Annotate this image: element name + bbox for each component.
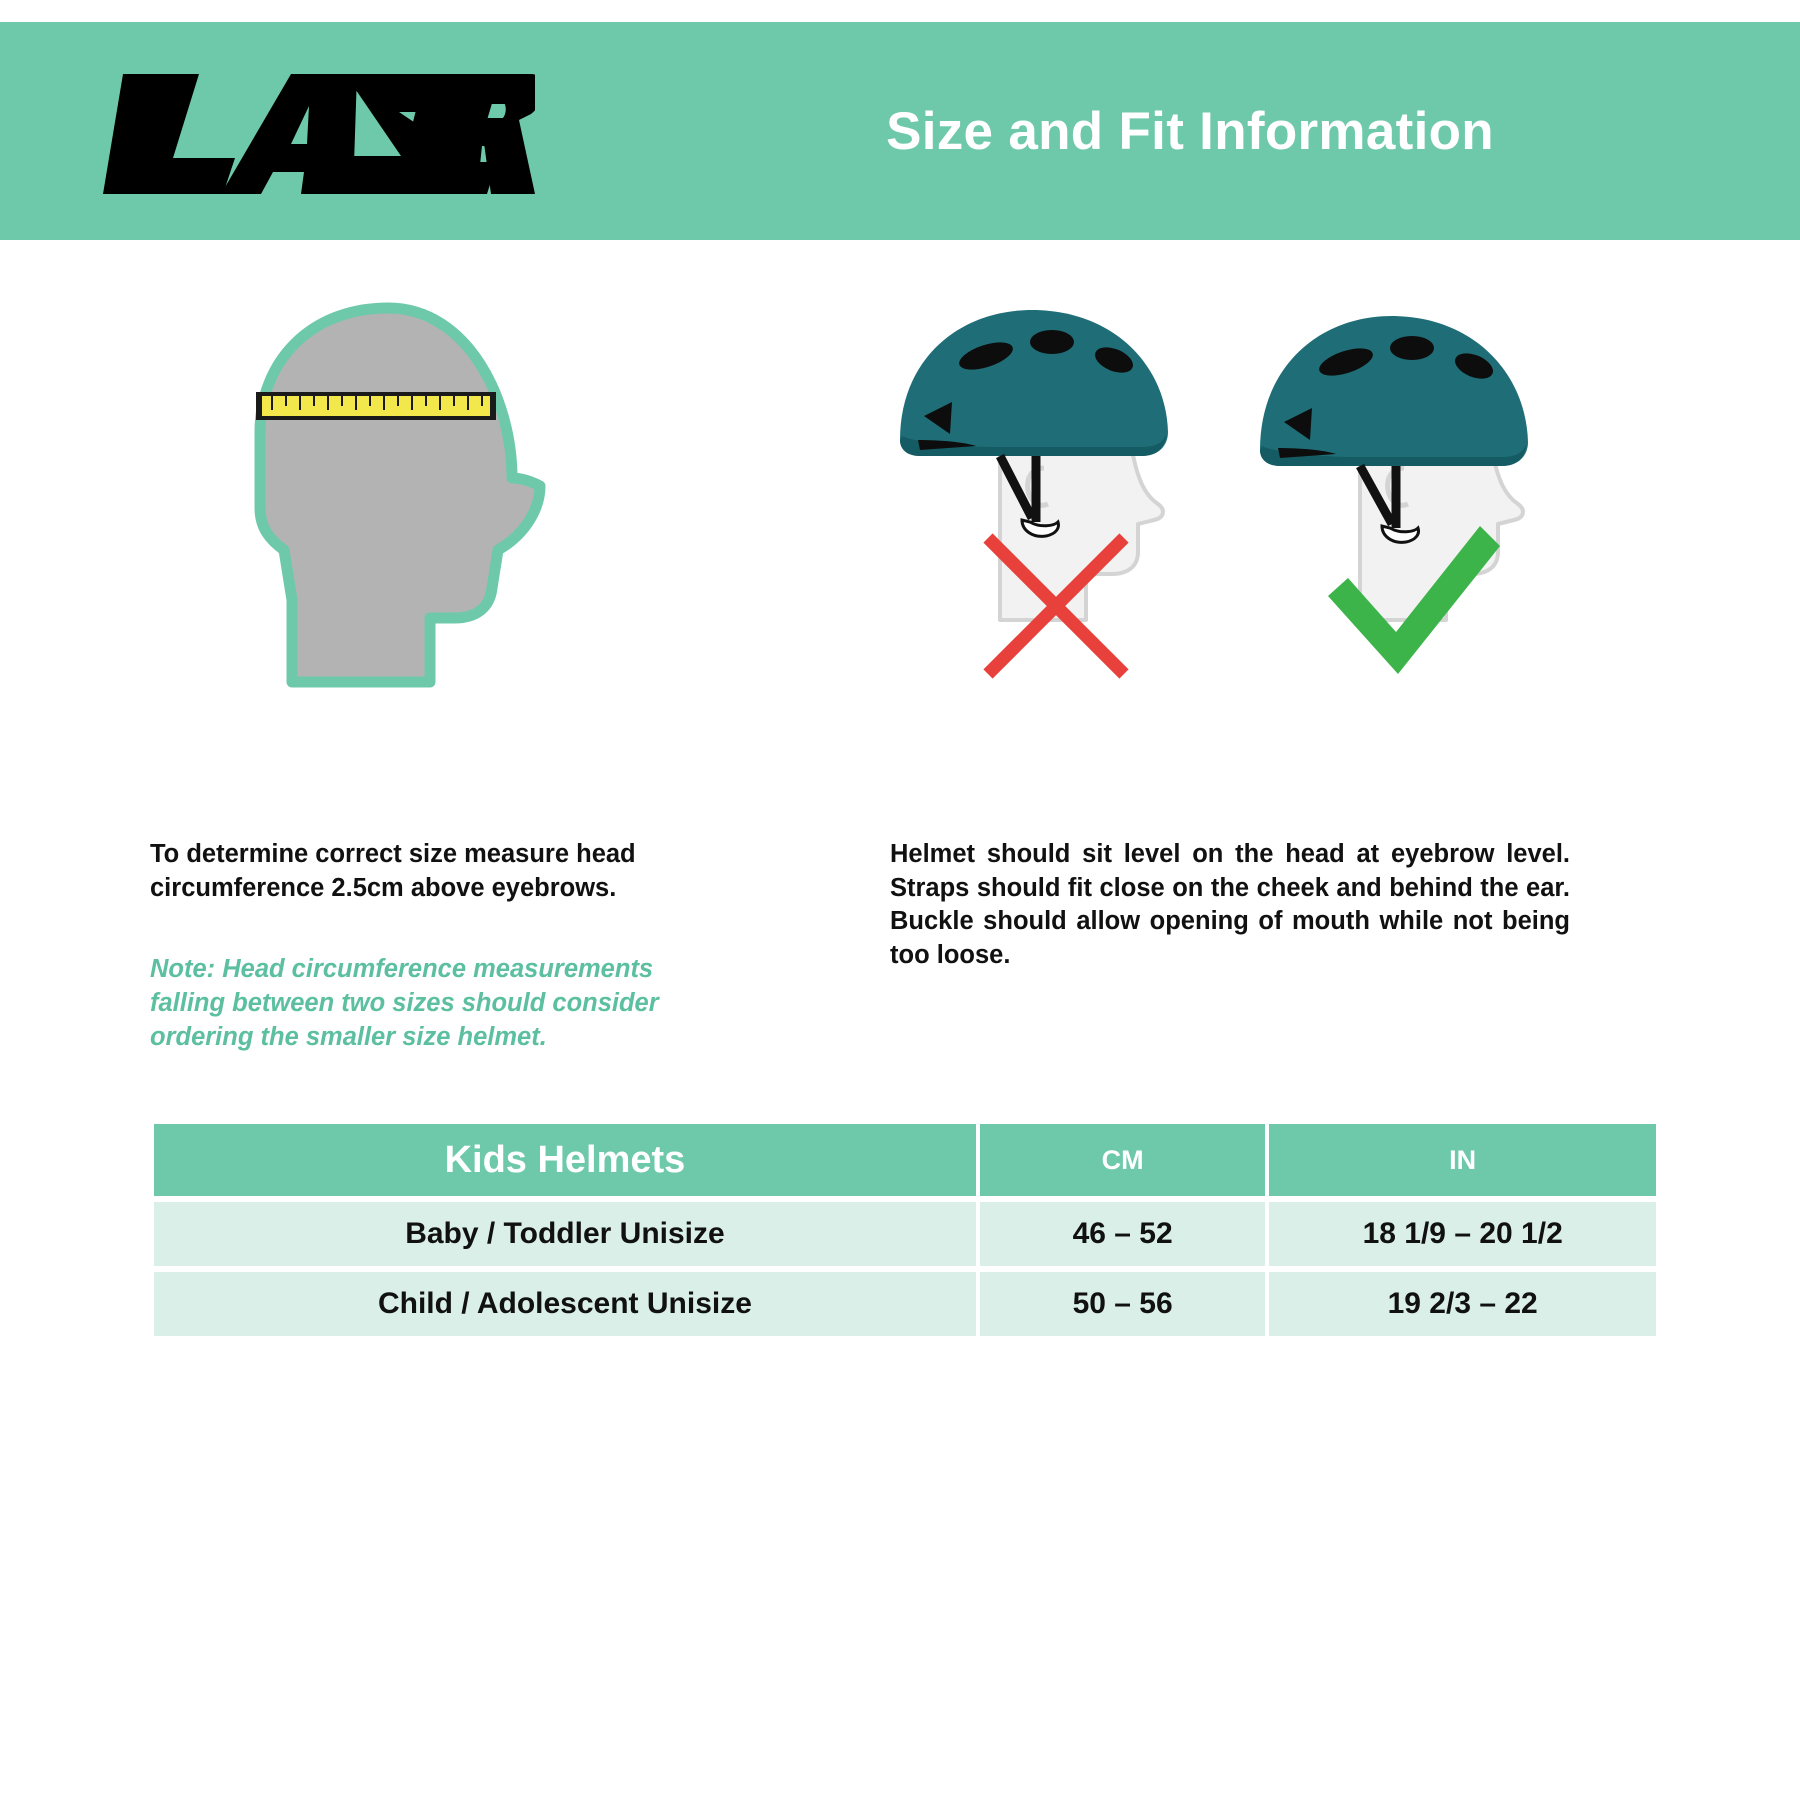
table-header-kids-helmets: Kids Helmets [154, 1124, 976, 1196]
row-1-in: 19 2/3 – 22 [1269, 1272, 1656, 1336]
helmet-fit-correct [1260, 316, 1528, 674]
fit-instructions-block [890, 838, 1570, 973]
row-0-name: Baby / Toddler Unisize [154, 1202, 976, 1266]
table-header-cm: CM [980, 1124, 1265, 1196]
table-row [154, 1272, 1656, 1336]
fit-instruction-text: Helmet should sit level on the head at eyebrow level. Straps should fit close on the cheek and behind the ear. Buckle should allow opening of mouth while not being too loose. [890, 840, 1570, 969]
helmet-fit-illustrations [880, 290, 1600, 690]
size-chart-table [150, 1118, 1660, 1342]
page-header [0, 22, 1800, 240]
row-0-cm: 46 – 52 [980, 1202, 1265, 1266]
sizing-note-text: Note: Head circumference measurements falling between two sizes should consider ordering the smaller size helmet. [150, 955, 659, 1051]
page-title: Size and Fit Information [886, 101, 1494, 161]
row-1-cm: 50 – 56 [980, 1272, 1265, 1336]
table-header-row [154, 1124, 1656, 1196]
helmet-fit-incorrect [900, 310, 1168, 674]
measure-instruction-text: To determine correct size measure head circumference 2.5cm above eyebrows. [150, 840, 636, 902]
lazer-logo [95, 62, 535, 202]
tape-measure [256, 392, 496, 420]
table-header-in: IN [1269, 1124, 1656, 1196]
measure-instructions-block [150, 838, 730, 1054]
head-measure-illustration [240, 300, 570, 690]
row-0-in: 18 1/9 – 20 1/2 [1269, 1202, 1656, 1266]
table-row [154, 1202, 1656, 1266]
row-1-name: Child / Adolescent Unisize [154, 1272, 976, 1336]
